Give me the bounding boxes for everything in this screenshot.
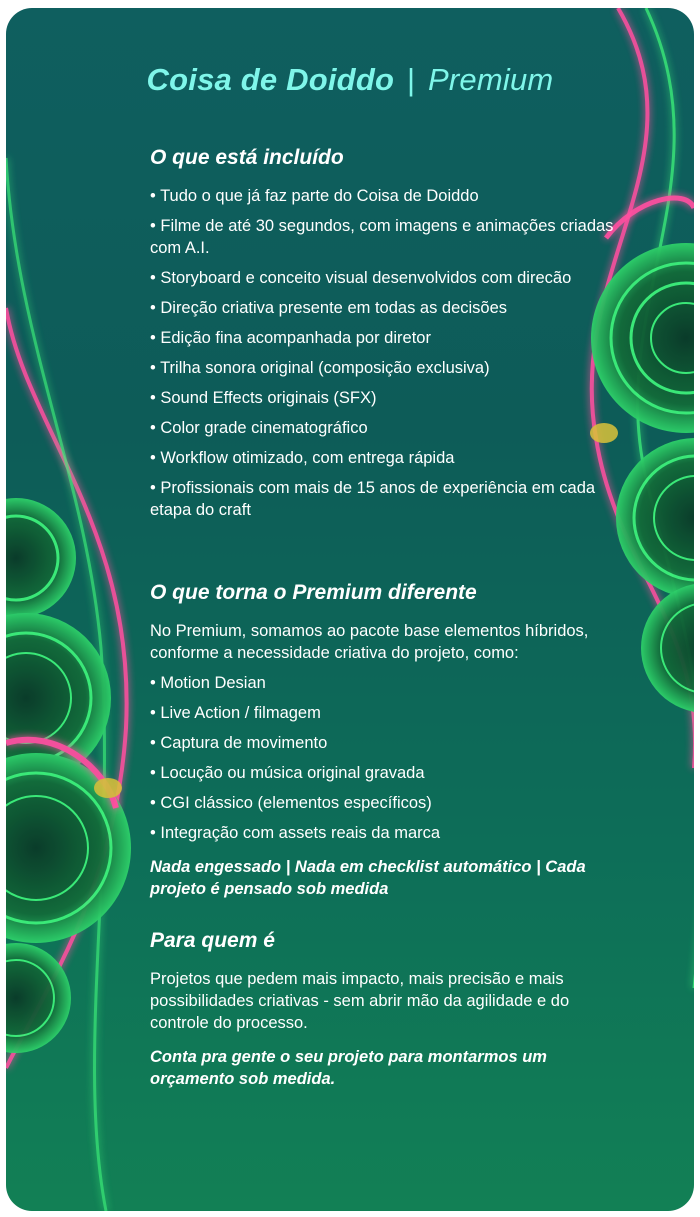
audience-heading: Para quem é <box>150 929 275 952</box>
content <box>150 145 620 1090</box>
list-item: • CGI clássico (elementos específicos) <box>150 794 432 812</box>
list-item: • Profissionais com mais de 15 anos de experiência em cada etapa do craft <box>150 479 596 519</box>
list-item: • Color grade cinematográfico <box>150 419 368 437</box>
list-item: • Motion Desian <box>150 674 266 692</box>
list-item: • Storyboard e conceito visual desenvolvidos com direcão <box>150 269 572 287</box>
list-item: • Integração com assets reais da marca <box>150 824 441 842</box>
list-item: • Direção criativa presente em todas as decisões <box>150 299 508 317</box>
list-item: • Locução ou música original gravada <box>150 764 425 782</box>
call-to-action: Conta pra gente o seu projeto para montarmos um orçamento sob medida. <box>150 1048 547 1088</box>
audience-section <box>150 928 620 1090</box>
tagline: Nada engessado | Nada em checklist automático | Cada projeto é pensado sob medida <box>150 858 586 898</box>
brand-name: Coisa de Doiddo <box>146 62 395 97</box>
page-title <box>6 62 694 98</box>
list-item: • Filme de até 30 segundos, com imagens e animações criadas com A.I. <box>150 217 614 257</box>
included-list <box>150 185 620 521</box>
included-section <box>150 145 620 580</box>
title-separator: | <box>406 62 416 97</box>
included-heading: O que está incluído <box>150 146 344 169</box>
tier-name: Premium <box>428 62 554 97</box>
list-item: • Sound Effects originais (SFX) <box>150 389 377 407</box>
different-section <box>150 580 620 900</box>
list-item: • Tudo o que já faz parte do Coisa de Doiddo <box>150 187 479 205</box>
different-intro: No Premium, somamos ao pacote base elementos híbridos, conforme a necessidade criativa do projeto, como: <box>150 622 589 662</box>
different-heading: O que torna o Premium diferente <box>150 581 477 604</box>
list-item: • Edição fina acompanhada por diretor <box>150 329 431 347</box>
list-item: • Captura de movimento <box>150 734 328 752</box>
list-item: • Live Action / filmagem <box>150 704 321 722</box>
list-item: • Trilha sonora original (composição exclusiva) <box>150 359 490 377</box>
list-item: • Workflow otimizado, com entrega rápida <box>150 449 455 467</box>
different-list <box>150 672 620 844</box>
audience-description: Projetos que pedem mais impacto, mais precisão e mais possibilidades criativas - sem abrir mão da agilidade e do controle do processo. <box>150 970 570 1032</box>
